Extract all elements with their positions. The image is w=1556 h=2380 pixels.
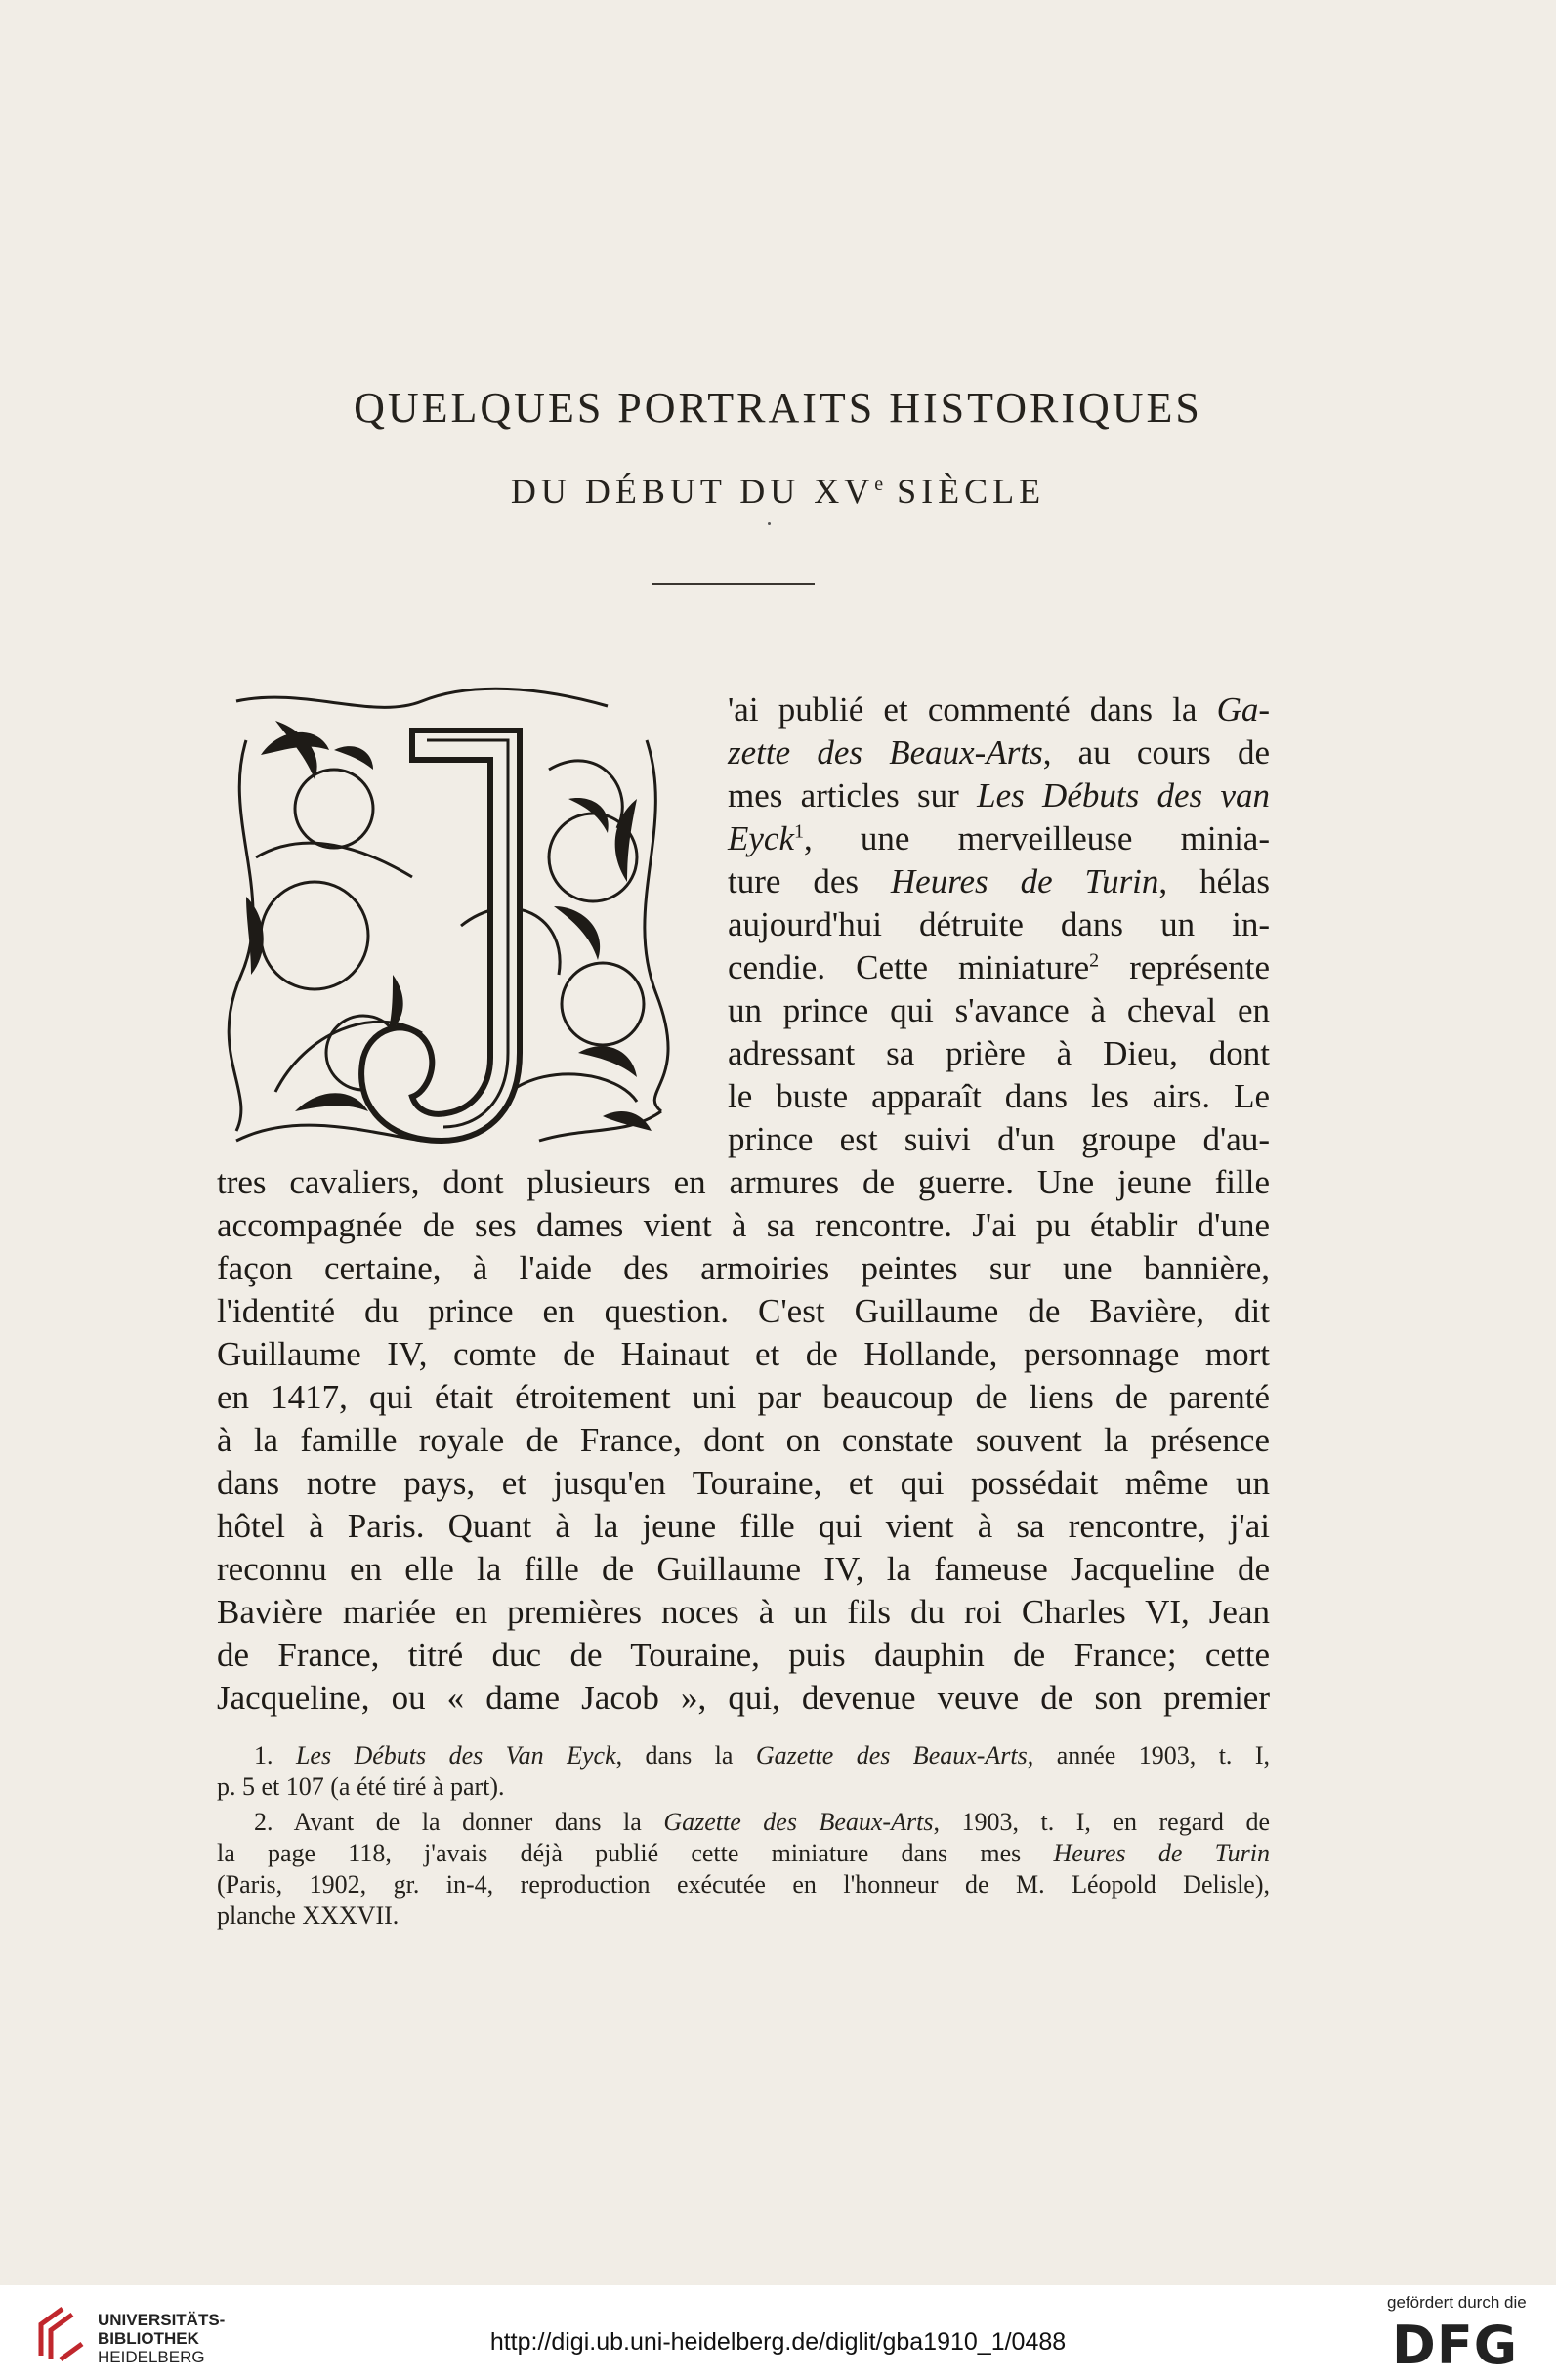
text-line: le buste apparaît dans les airs. Le — [728, 1077, 1270, 1115]
library-name-line: BIBLIOTHEK — [98, 2329, 199, 2348]
article-subtitle — [0, 471, 1556, 512]
footnote-ref: 2 — [1089, 949, 1100, 972]
ornamental-dropcap-j — [217, 682, 676, 1155]
text-line: à la famille royale de France, dont on constate souvent la présence — [217, 1421, 1270, 1459]
text-line: tres cavaliers, dont plusieurs en armures de guerre. Une jeune fille — [217, 1163, 1270, 1201]
footnote-line: (Paris, 1902, gr. in-4, reproduction exécutée en l'honneur de M. Léopold Delisle), — [217, 1870, 1270, 1899]
text-line: aujourd'hui détruite dans un in- — [728, 905, 1270, 943]
library-name-line: UNIVERSITÄTS- — [98, 2311, 226, 2329]
text-line: Jacqueline, ou « dame Jacob », qui, devenue veuve de son premier — [217, 1679, 1270, 1717]
text-line: Guillaume IV, comte de Hainaut et de Hollande, personnage mort — [217, 1335, 1270, 1373]
article-title: QUELQUES PORTRAITS HISTORIQUES — [354, 384, 1202, 432]
subtitle-part: SIÈCLE — [883, 472, 1046, 511]
text-line: 'ai publié et commenté dans la Ga- — [728, 690, 1270, 729]
text-line: reconnu en elle la fille de Guillaume IV, la fameuse Jacqueline de — [217, 1550, 1270, 1588]
text-line: Eyck$^1$, une merveilleuse minia- — [728, 819, 1270, 857]
dfg-logo: DFG — [1392, 2315, 1519, 2376]
text-line: de France, titré duc de Touraine, puis dauphin de France; cette — [217, 1636, 1270, 1674]
text-line: ture des Heures de Turin, hélas — [728, 862, 1270, 900]
text-line: mes articles sur Les Débuts des van — [728, 776, 1270, 814]
text-line: façon certaine, à l'aide des armoiries peintes sur une bannière, — [217, 1249, 1270, 1287]
text-line: Bavière mariée en premières noces à un fils du roi Charles VI, Jean — [217, 1593, 1270, 1631]
text-line: l'identité du prince en question. C'est Guillaume de Bavière, dit — [217, 1292, 1270, 1330]
text-line: zette des Beaux-Arts, au cours de — [728, 733, 1270, 772]
footnote-line: p. 5 et 107 (a été tiré à part). — [217, 1773, 505, 1801]
footnote-line: planche XXXVII. — [217, 1901, 400, 1930]
text-line: dans notre pays, et jusqu'en Touraine, et qui possédait même un — [217, 1464, 1270, 1502]
subtitle-superscript: e — [874, 474, 884, 495]
text-line: cendie. Cette miniature$^2$ représente — [728, 948, 1270, 986]
text-line: hôtel à Paris. Quant à la jeune fille qui vient à sa rencontre, j'ai — [217, 1507, 1270, 1545]
footnote-ref: 1 — [793, 820, 804, 843]
text-line: prince est suivi d'un groupe d'au- — [728, 1120, 1270, 1158]
text-line: un prince qui s'avance à cheval en — [728, 991, 1270, 1029]
text-line: adressant sa prière à Dieu, dont — [728, 1034, 1270, 1072]
footnote-line: 2. Avant de la donner dans la Gazette des Beaux-Arts, 1903, t. I, en regard de — [254, 1808, 1270, 1836]
speck — [768, 522, 771, 525]
dropcap-letter-shape — [361, 731, 520, 1141]
funding-note: gefördert durch die — [1387, 2293, 1527, 2312]
text-line: accompagnée de ses dames vient à sa rencontre. J'ai pu établir d'une — [217, 1206, 1270, 1244]
permalink-url[interactable]: http://digi.ub.uni-heidelberg.de/diglit/gba1910_1/0488 — [489, 2328, 1067, 2356]
title-rule — [652, 583, 815, 585]
subtitle-part: DU DÉBUT DU XV — [510, 472, 875, 511]
text-line: en 1417, qui était étroitement uni par beaucoup de liens de parenté — [217, 1378, 1270, 1416]
footnote-line: la page 118, j'avais déjà publié cette miniature dans mes Heures de Turin — [217, 1839, 1270, 1867]
library-name-line: HEIDELBERG — [98, 2348, 205, 2366]
footnote-line: 1. Les Débuts des Van Eyck, dans la Gazette des Beaux-Arts, année 1903, t. I, — [254, 1741, 1271, 1770]
